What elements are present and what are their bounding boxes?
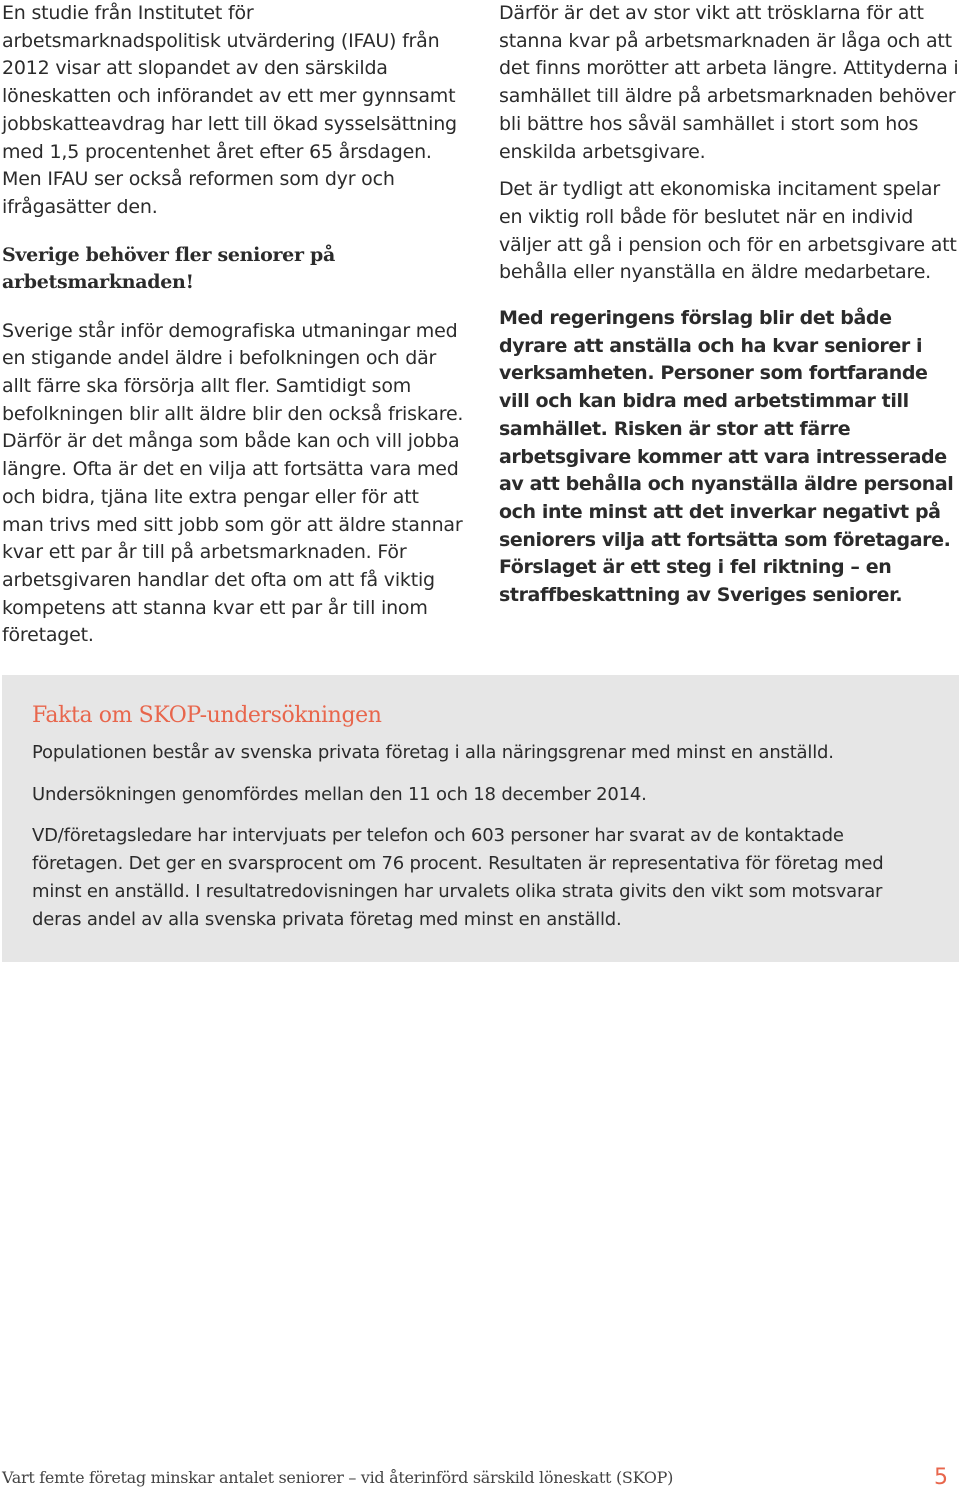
conclusion-paragraph: Med regeringens förslag blir det både dyrare att anställa och ha kvar seniorer i verksamheten. Personer som fortfarande vill och kan bidra med arbetstimmar till samhället. Risken är stor att färre arbetsgivare kommer att vara intresserade av att behålla och nyanställa äldre personal och inte minst att det inverkar negativt på seniorers vilja att fortsätta som företagare. Förslaget är ett steg i fel riktning – en straffbeskattning av Sveriges seniorer. — [499, 307, 954, 607]
fact-paragraph-1: Populationen består av svenska privata företag i alla näringsgrenar med minst en anställd. — [32, 742, 834, 763]
fact-paragraph-3: VD/företagsledare har intervjuats per telefon och 603 personer har svarat av de kontaktade företagen. Det ger en svarsprocent om 76 procent. Resultaten är representativa för företag med minst en anställd. I resultatredovisningen har urvalets olika strata givits den vikt som motsvarar deras andel av alla svenska privata företag med minst en anställd. — [32, 825, 884, 930]
right-paragraph-2: Det är tydligt att ekonomiska incitament spelar en viktig roll både för beslutet när en individ väljer att gå i pension och för en arbetsgivare att behålla eller nyanställa en äldre medarbetare. — [499, 178, 957, 284]
footer-title: Vart femte företag minskar antalet seniorer – vid återinförd särskild löneskatt (SKOP) — [2, 1468, 674, 1487]
page-footer — [2, 1465, 948, 1494]
right-column — [499, 0, 959, 620]
right-paragraph-1: Därför är det av stor vikt att trösklarna för att stanna kvar på arbetsmarknaden är låga och att det finns morötter att arbeta längre. Attityderna i samhället till äldre på arbetsmarknaden behöver bli bättre hos såväl samhället i stort som hos enskilda arbetsgivare. — [499, 2, 959, 163]
fact-box-title: Fakta om SKOP-undersökningen — [32, 703, 382, 728]
body-paragraph: Sverige står inför demografiska utmaningar med en stigande andel äldre i befolkningen och där allt färre ska försörja allt fler. Samtidigt som befolkningen blir allt äldre blir den också friskare. Därför är det många som både kan och vill jobba längre. Ofta är det en vilja att fortsätta vara med och bidra, tjäna lite extra pengar eller för att man trivs med sitt jobb som gör att äldre stannar kvar ett par år till på arbetsmarknaden. För arbetsgivaren handlar det ofta om att få viktig kompetens att stanna kvar ett par år till inom företaget. — [2, 319, 464, 647]
section-heading: Sverige behöver fler seniorer på arbetsmarknaden! — [2, 243, 335, 293]
fact-paragraph-2: Undersökningen genomfördes mellan den 11 och 18 december 2014. — [32, 783, 647, 805]
left-column — [2, 0, 464, 660]
fact-box — [2, 675, 959, 962]
intro-paragraph: En studie från Institutet för arbetsmarknadspolitisk utvärdering (IFAU) från 2012 visar att slopandet av den särskilda löneskatten och införandet av ett mer gynnsamt jobbskatteavdrag har lett till ökad sysselsättning med 1,5 procentenhet året efter 65 årsdagen. Men IFAU ser också reformen som dyr och ifrågasätter den. — [2, 2, 457, 218]
page-number: 5 — [934, 1465, 948, 1490]
